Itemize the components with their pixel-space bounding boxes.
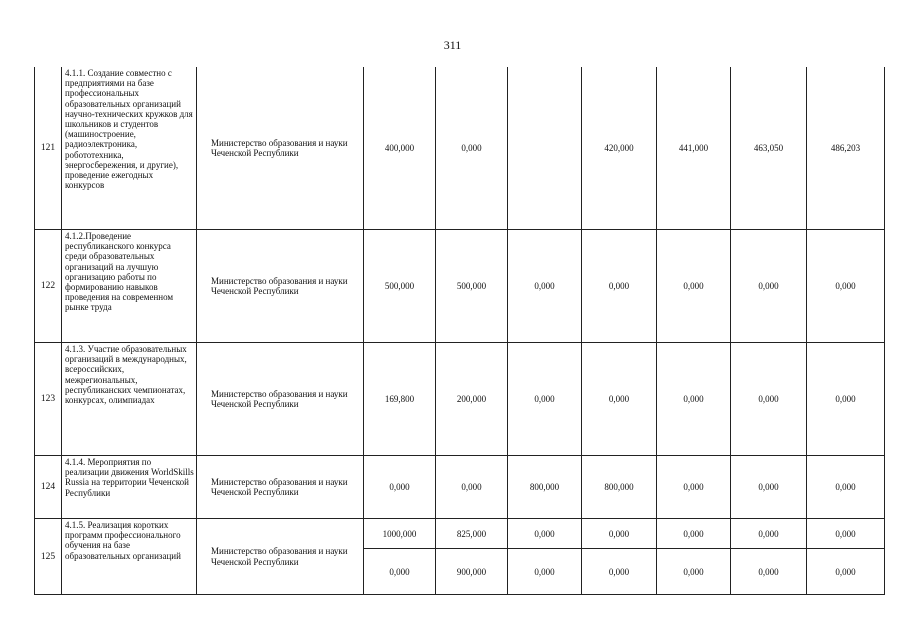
activity-description: 4.1.4. Мероприятия по реализации движения WorldSkills Russia на территории Чеченской Республики (62, 456, 197, 519)
value-cell: 0,000 (657, 343, 731, 456)
value-cell: 0,000 (731, 549, 807, 595)
value-cell: 0,000 (731, 456, 807, 519)
value-cell (508, 67, 582, 230)
table-row (35, 67, 885, 230)
table-row (35, 519, 885, 549)
table-row (35, 230, 885, 343)
value-cell: 500,000 (436, 230, 508, 343)
value-cell: 900,000 (436, 549, 508, 595)
value-cell: 0,000 (508, 549, 582, 595)
value-cell: 0,000 (508, 519, 582, 549)
value-cell: 200,000 (436, 343, 508, 456)
value-cell: 463,050 (731, 67, 807, 230)
value-cell: 0,000 (582, 519, 657, 549)
value-cell: 0,000 (657, 230, 731, 343)
value-cell: 0,000 (807, 549, 885, 595)
activity-description: 4.1.5. Реализация коротких программ профессионального обучения на базе образовательных организаций (62, 519, 197, 595)
value-cell: 0,000 (731, 230, 807, 343)
value-cell: 0,000 (436, 67, 508, 230)
value-cell: 0,000 (582, 230, 657, 343)
table-row (35, 343, 885, 456)
activity-description: 4.1.2.Проведение республиканского конкурса среди образовательных организаций на лучшую организацию работы по формированию навыков проведения на современном рынке труда (62, 230, 197, 343)
value-cell: 0,000 (807, 519, 885, 549)
value-cell: 486,203 (807, 67, 885, 230)
row-number: 121 (35, 67, 62, 230)
activity-description: 4.1.1. Создание совместно с предприятиями на базе профессиональных образовательных организаций научно-технических кружков для школьников и студентов (машиностроение, радиоэлектроника, робототехника, энергосбережения, и другие), проведение ежегодных конкурсов (62, 67, 197, 230)
page-number: 311 (443, 38, 462, 52)
value-cell: 0,000 (508, 343, 582, 456)
value-cell: 0,000 (731, 343, 807, 456)
value-cell: 825,000 (436, 519, 508, 549)
budget-table (34, 67, 885, 595)
activity-description: 4.1.3. Участие образовательных организаций в международных, всероссийских, межрегиональных, республиканских чемпионатах, конкурсах, олимпиадах (62, 343, 197, 456)
value-cell: 1000,000 (364, 519, 436, 549)
executor: Министерство образования и науки Чеченской Республики (197, 230, 364, 343)
value-cell: 0,000 (657, 456, 731, 519)
value-cell: 400,000 (364, 67, 436, 230)
value-cell: 0,000 (731, 519, 807, 549)
value-cell: 0,000 (807, 230, 885, 343)
value-cell: 0,000 (807, 456, 885, 519)
row-number: 122 (35, 230, 62, 343)
value-cell: 0,000 (582, 343, 657, 456)
executor: Министерство образования и науки Чеченской Республики (197, 456, 364, 519)
value-cell: 500,000 (364, 230, 436, 343)
value-cell: 0,000 (508, 230, 582, 343)
row-number: 125 (35, 519, 62, 595)
executor: Министерство образования и науки Чеченской Республики (197, 343, 364, 456)
value-cell: 800,000 (582, 456, 657, 519)
value-cell: 0,000 (657, 519, 731, 549)
value-cell: 0,000 (657, 549, 731, 595)
row-number: 123 (35, 343, 62, 456)
executor: Министерство образования и науки Чеченской Республики (197, 67, 364, 230)
executor: Министерство образования и науки Чеченской Республики (197, 519, 364, 595)
value-cell: 0,000 (364, 549, 436, 595)
value-cell: 0,000 (807, 343, 885, 456)
value-cell: 441,000 (657, 67, 731, 230)
value-cell: 0,000 (582, 549, 657, 595)
row-number: 124 (35, 456, 62, 519)
value-cell: 800,000 (508, 456, 582, 519)
value-cell: 420,000 (582, 67, 657, 230)
value-cell: 0,000 (364, 456, 436, 519)
value-cell: 0,000 (436, 456, 508, 519)
table-row (35, 456, 885, 519)
value-cell: 169,800 (364, 343, 436, 456)
